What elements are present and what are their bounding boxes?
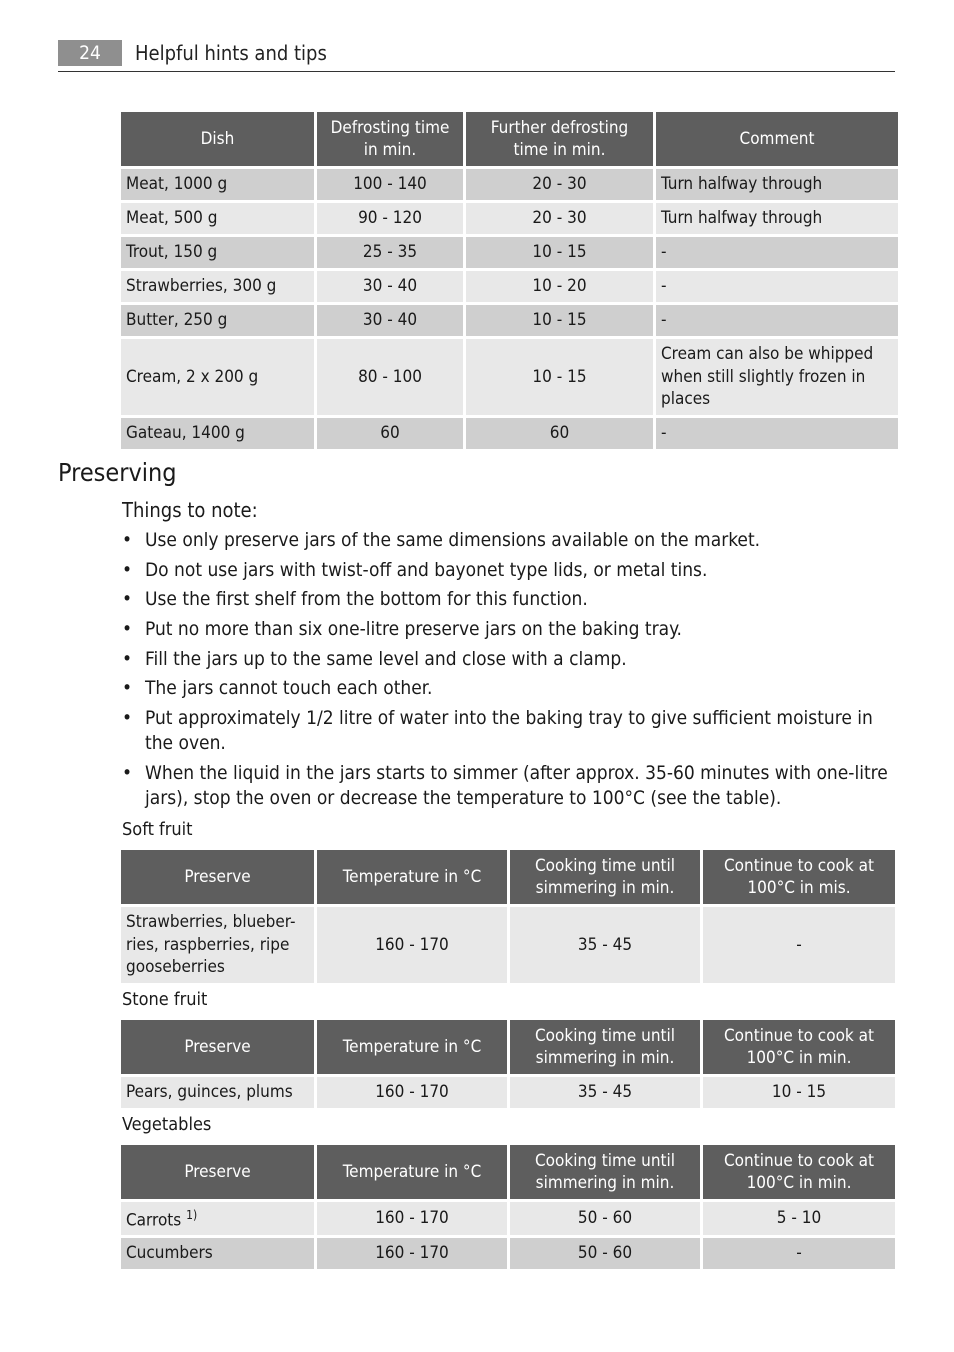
footnote-marker: 1) [186, 1208, 198, 1223]
col-header-preserve: Preserve [121, 1145, 314, 1199]
soft-fruit-table [118, 847, 898, 986]
defrost-table [118, 109, 901, 452]
list-item-text: Use the first shelf from the bottom for this function. [145, 588, 588, 611]
cell-comment: - [656, 305, 898, 336]
cell-preserve: Pears, guinces, plums [121, 1077, 314, 1108]
cell-defrost-time: 60 [317, 418, 463, 449]
col-header-cooking-time: Cooking time until simmering in min. [510, 1145, 700, 1199]
list-item [122, 587, 892, 612]
cell-defrost-time: 80 - 100 [317, 339, 463, 415]
cell-dish: Butter, 250 g [121, 305, 314, 336]
list-item [122, 761, 892, 811]
table-row [121, 169, 898, 200]
cell-dish: Strawberries, 300 g [121, 271, 314, 302]
cell-defrost-time: 30 - 40 [317, 271, 463, 302]
bullet-icon: • [122, 707, 133, 730]
cell-comment: - [656, 418, 898, 449]
list-item [122, 706, 892, 756]
cell-preserve: Strawberries, blueber-ries, raspberries, ripe gooseberries [121, 907, 314, 983]
list-item [122, 647, 892, 672]
col-header-defrost-time: Defrosting time in min. [317, 112, 463, 166]
cell-cooking-time: 35 - 45 [510, 1077, 700, 1108]
table-header-row [121, 1145, 895, 1199]
col-header-cooking-time: Cooking time until simmering in min. [510, 1020, 700, 1074]
cell-further-defrost: 20 - 30 [466, 203, 653, 234]
table-row [121, 907, 895, 983]
list-item-text: Put approximately 1/2 litre of water into the baking tray to give sufficient moisture in the oven. [145, 707, 873, 755]
cell-dish: Cream, 2 x 200 g [121, 339, 314, 415]
cell-preserve: Cucumbers [121, 1238, 314, 1269]
vegetables-label: Vegetables [122, 1114, 212, 1135]
cell-comment: Cream can also be whipped when still slightly frozen in places [656, 339, 898, 415]
col-header-preserve: Preserve [121, 850, 314, 904]
col-header-temperature: Temperature in °C [317, 1020, 507, 1074]
bullet-icon: • [122, 588, 133, 611]
col-header-temperature: Temperature in °C [317, 850, 507, 904]
col-header-continue-cook: Continue to cook at 100°C in mis. [703, 850, 895, 904]
list-item-text: Put no more than six one-litre preserve jars on the baking tray. [145, 618, 682, 641]
bullet-icon: • [122, 558, 133, 581]
cell-temperature: 160 - 170 [317, 1077, 507, 1108]
cell-preserve-text: Carrots [126, 1211, 182, 1232]
table-row [121, 1202, 895, 1235]
bullet-icon: • [122, 618, 133, 641]
cell-dish: Meat, 500 g [121, 203, 314, 234]
cell-defrost-time: 25 - 35 [317, 237, 463, 268]
table-row [121, 305, 898, 336]
col-header-temperature: Temperature in °C [317, 1145, 507, 1199]
cell-further-defrost: 10 - 15 [466, 339, 653, 415]
soft-fruit-label: Soft fruit [122, 819, 193, 840]
stone-fruit-table [118, 1017, 898, 1111]
col-header-cooking-time: Cooking time until simmering in min. [510, 850, 700, 904]
preserving-notes-list [122, 528, 892, 816]
cell-preserve [121, 1202, 314, 1235]
page-header [58, 40, 895, 72]
table-row [121, 271, 898, 302]
cell-further-defrost: 10 - 15 [466, 237, 653, 268]
cell-further-defrost: 10 - 20 [466, 271, 653, 302]
cell-further-defrost: 60 [466, 418, 653, 449]
cell-comment: - [656, 271, 898, 302]
cell-continue-cook: 5 - 10 [703, 1202, 895, 1235]
table-row [121, 1238, 895, 1269]
cell-cooking-time: 35 - 45 [510, 907, 700, 983]
list-item [122, 528, 892, 553]
cell-dish: Meat, 1000 g [121, 169, 314, 200]
table-header-row [121, 112, 898, 166]
list-item [122, 676, 892, 701]
table-row [121, 203, 898, 234]
cell-comment: Turn halfway through [656, 203, 898, 234]
cell-dish: Gateau, 1400 g [121, 418, 314, 449]
list-item [122, 617, 892, 642]
cell-comment: Turn halfway through [656, 169, 898, 200]
vegetables-table [118, 1142, 898, 1272]
table-row [121, 1077, 895, 1108]
col-header-comment: Comment [656, 112, 898, 166]
list-item-text: The jars cannot touch each other. [145, 677, 433, 700]
header-title: Helpful hints and tips [135, 41, 327, 65]
list-item-text: Use only preserve jars of the same dimensions available on the market. [145, 529, 761, 551]
bullet-icon: • [122, 529, 133, 551]
cell-continue-cook: 10 - 15 [703, 1077, 895, 1108]
list-item-text: Do not use jars with twist-off and bayonet type lids, or metal tins. [145, 558, 708, 581]
table-row [121, 237, 898, 268]
cell-cooking-time: 50 - 60 [510, 1238, 700, 1269]
col-header-further-defrost: Further defrosting time in min. [466, 112, 653, 166]
cell-temperature: 160 - 170 [317, 1238, 507, 1269]
table-header-row [121, 1020, 895, 1074]
cell-continue-cook: - [703, 1238, 895, 1269]
things-to-note-heading: Things to note: [122, 498, 258, 522]
cell-comment: - [656, 237, 898, 268]
table-row [121, 339, 898, 415]
cell-cooking-time: 50 - 60 [510, 1202, 700, 1235]
cell-defrost-time: 30 - 40 [317, 305, 463, 336]
bullet-icon: • [122, 647, 133, 670]
cell-continue-cook: - [703, 907, 895, 983]
list-item-text: When the liquid in the jars starts to simmer (after approx. 35-60 minutes with one-litre jars), stop the oven or decrease the temperature to 100°C (see the table). [145, 761, 888, 809]
col-header-preserve: Preserve [121, 1020, 314, 1074]
col-header-continue-cook: Continue to cook at 100°C in min. [703, 1145, 895, 1199]
cell-further-defrost: 10 - 15 [466, 305, 653, 336]
stone-fruit-label: Stone fruit [122, 989, 208, 1010]
table-header-row [121, 850, 895, 904]
col-header-dish: Dish [121, 112, 314, 166]
table-row [121, 418, 898, 449]
cell-defrost-time: 100 - 140 [317, 169, 463, 200]
col-header-continue-cook: Continue to cook at 100°C in min. [703, 1020, 895, 1074]
cell-dish: Trout, 150 g [121, 237, 314, 268]
cell-temperature: 160 - 170 [317, 907, 507, 983]
page-number: 24 [58, 40, 122, 66]
bullet-icon: • [122, 677, 133, 700]
list-item-text: Fill the jars up to the same level and close with a clamp. [145, 647, 627, 670]
section-title-preserving: Preserving [58, 458, 177, 487]
cell-temperature: 160 - 170 [317, 1202, 507, 1235]
bullet-icon: • [122, 761, 133, 784]
list-item [122, 558, 892, 583]
cell-defrost-time: 90 - 120 [317, 203, 463, 234]
cell-further-defrost: 20 - 30 [466, 169, 653, 200]
